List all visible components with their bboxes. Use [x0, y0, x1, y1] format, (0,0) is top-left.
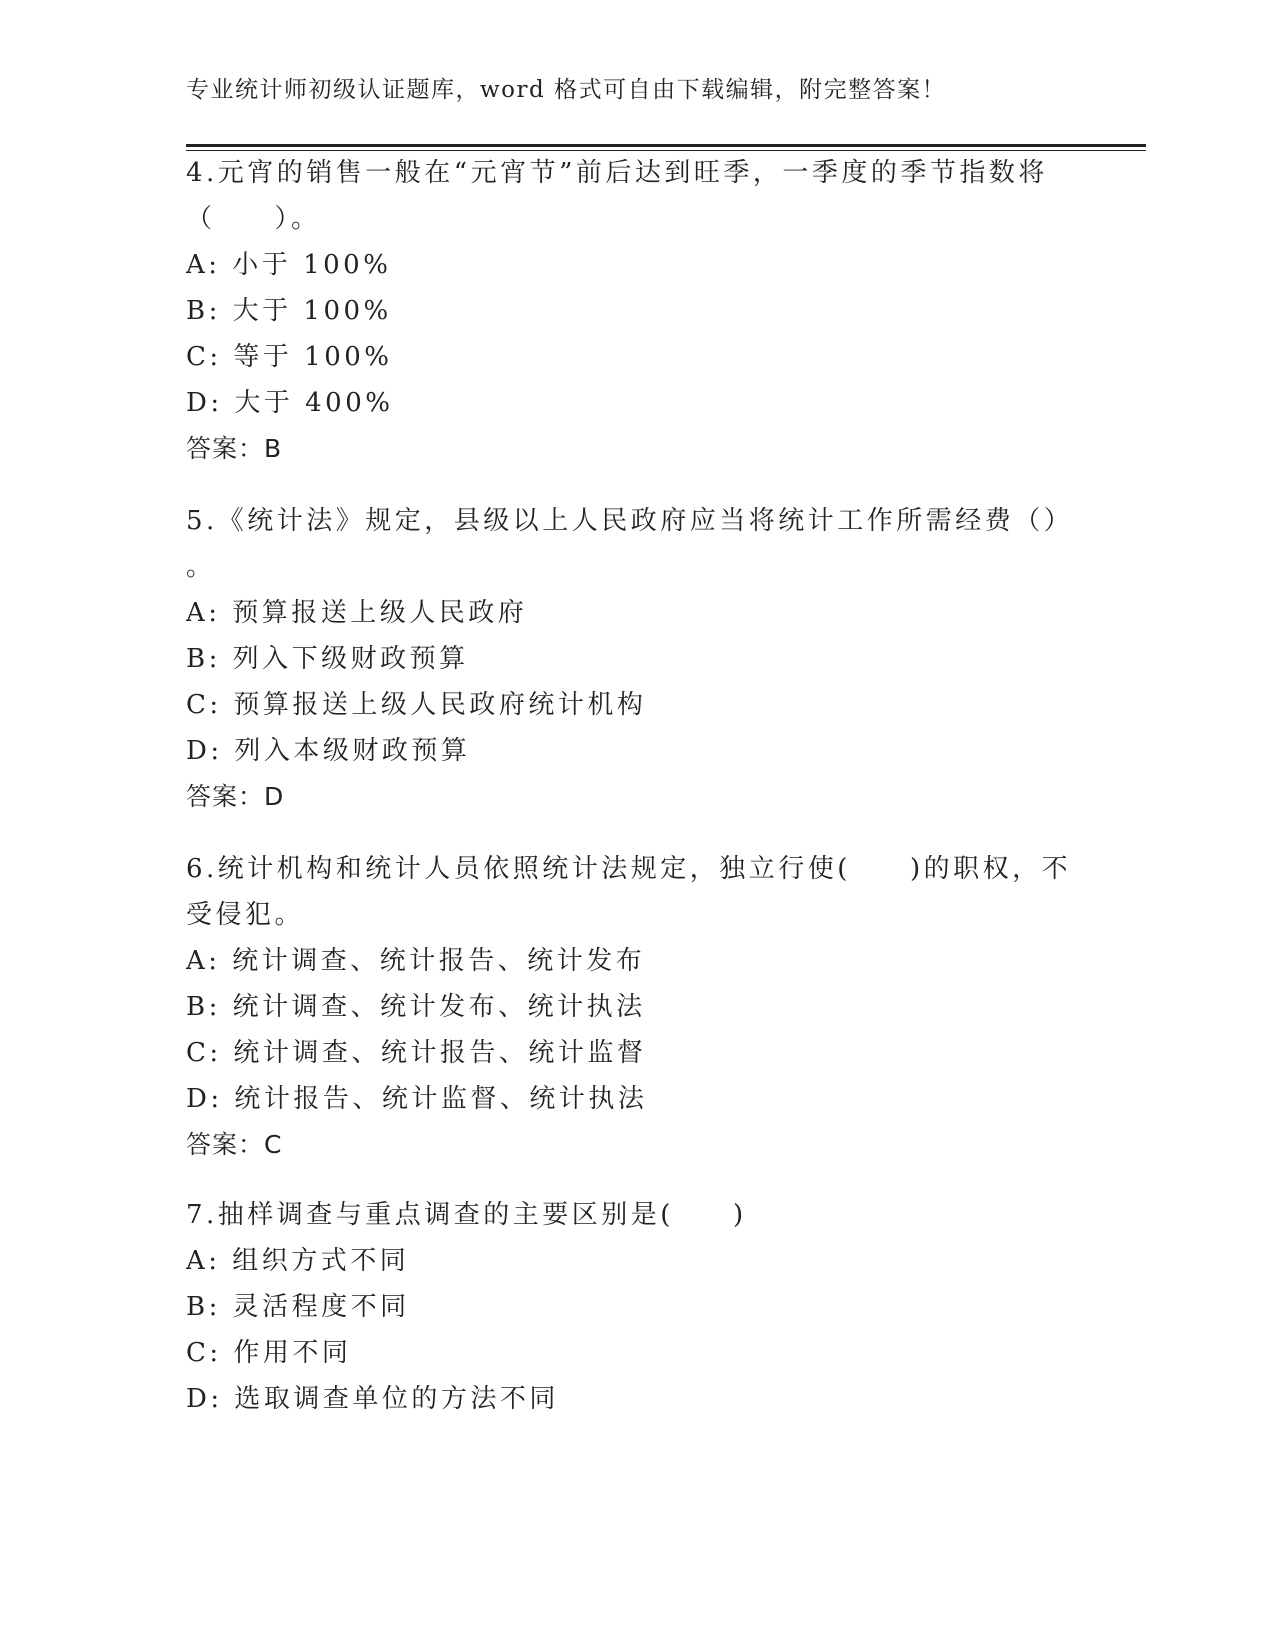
option-d: D: 选取调查单位的方法不同 — [186, 1384, 559, 1414]
answer: 答案：C — [186, 1130, 283, 1159]
option-a: A: 统计调查、统计报告、统计发布 — [186, 946, 646, 976]
question-stem: 7.抽样调查与重点调查的主要区别是( ) — [186, 1200, 747, 1230]
header-divider-thick — [186, 144, 1146, 147]
option-d: D: 大于 400% — [186, 388, 394, 418]
option-c: C: 统计调查、统计报告、统计监督 — [186, 1038, 647, 1068]
option-c: C: 预算报送上级人民政府统计机构 — [186, 690, 647, 720]
option-a: A: 小于 100% — [186, 250, 392, 280]
question-stem: 6.统计机构和统计人员依照统计法规定，独立行使( )的职权，不 — [186, 854, 1072, 884]
option-a: A: 组织方式不同 — [186, 1246, 410, 1276]
question-stem-continued: 。 — [186, 552, 216, 582]
option-d: D: 列入本级财政预算 — [186, 736, 471, 766]
answer: 答案：D — [186, 782, 285, 811]
option-c: C: 作用不同 — [186, 1338, 352, 1368]
page-header: 专业统计师初级认证题库，word 格式可自由下载编辑，附完整答案！ — [186, 77, 947, 103]
question-4 — [186, 150, 1086, 472]
option-b: B: 灵活程度不同 — [186, 1292, 410, 1322]
option-b: B: 大于 100% — [186, 296, 392, 326]
question-stem: 4.元宵的销售一般在“元宵节”前后达到旺季，一季度的季节指数将 — [186, 158, 1048, 188]
question-stem: 5.《统计法》规定，县级以上人民政府应当将统计工作所需经费（） — [186, 506, 1074, 536]
option-c: C: 等于 100% — [186, 342, 393, 372]
option-b: B: 列入下级财政预算 — [186, 644, 469, 674]
question-stem-continued: 受侵犯。 — [186, 900, 305, 930]
option-d: D: 统计报告、统计监督、统计执法 — [186, 1084, 648, 1114]
question-stem-continued: （ ）。 — [186, 204, 321, 234]
question-6 — [186, 846, 1086, 1168]
question-5 — [186, 498, 1086, 820]
option-a: A: 预算报送上级人民政府 — [186, 598, 528, 628]
answer: 答案：B — [186, 434, 283, 463]
option-b: B: 统计调查、统计发布、统计执法 — [186, 992, 646, 1022]
question-7 — [186, 1192, 1086, 1422]
